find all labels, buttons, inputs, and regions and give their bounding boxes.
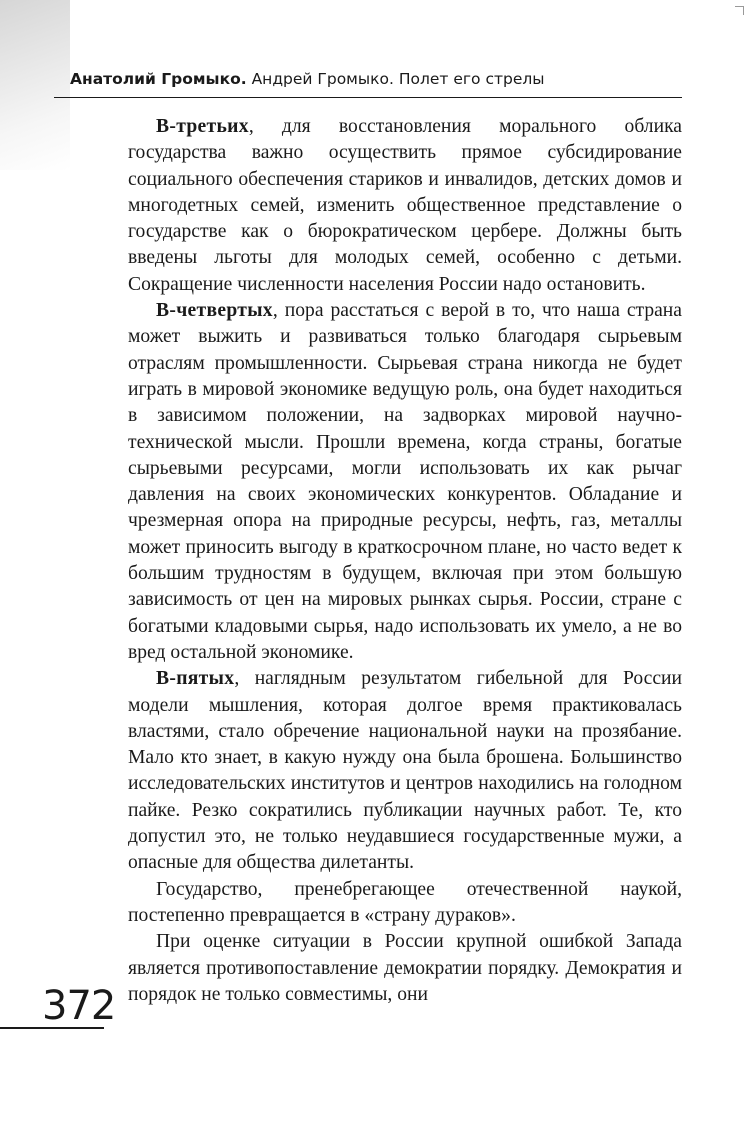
- paragraph-science: [128, 877, 682, 930]
- paragraph-lead: В-пятых: [156, 668, 235, 690]
- paragraph-fourth-point: [128, 298, 682, 666]
- paragraph-text: При оценке ситуации в России крупной ошибкой Запада является противопоставление демократии порядку. Демократия и порядок не только совместимы, они: [128, 931, 682, 1005]
- paragraph-text: , пора расстаться с верой в то, что наша страна может выжить и развиваться только благодаря сырьевым отраслям промышленности. Сырьевая страна никогда не будет играть в мировой экономике ведущую роль, она будет находиться в зависимом положении, на задворках мировой научно-технической мысли. Прошли времена, когда страны, богатые сырьевыми ресурсами, могли использовать их как рычаг давления на своих экономических конкурентов. Обладание и чрезмерная опора на природные ресурсы, нефть, газ, металлы может приносить выгоду в краткосрочном плане, но часто ведет к большим трудностям в будущем, включая при этом большую зависимость от цен на мировых рынках сырья. России, стране с богатыми кладовыми сырья, надо использовать их умело, а не во вред остальной экономике.: [128, 300, 682, 663]
- paragraph-fifth-point: [128, 666, 682, 876]
- paragraph-west-assessment: [128, 929, 682, 1008]
- header-book-title: Андрей Громыко. Полет его стрелы: [251, 70, 545, 88]
- paragraph-text: Государство, пренебрегающее отечественной наукой, постепенно превращается в «страну дураков».: [128, 878, 682, 926]
- paragraph-lead: В-четвертых: [156, 300, 273, 322]
- page-number-rule: [0, 1027, 104, 1029]
- scan-corner-shading: [0, 0, 70, 170]
- running-header: [70, 68, 680, 90]
- header-rule: [54, 97, 682, 98]
- header-author: Анатолий Громыко.: [70, 70, 247, 88]
- paragraph-text: , наглядным результатом гибельной для России модели мышления, которая долгое время практиковалась властями, стало обречение национальной науки на прозябание. Мало кто знает, в какую нужду она была брошена. Большинство исследовательских институтов и центров находились на голодном пайке. Резко сократились публикации научных работ. Те, кто допустил это, не только неудавшиеся государственные мужи, а опасные для общества дилетанты.: [128, 668, 682, 874]
- paragraph-third-point: [128, 114, 682, 298]
- page-number: 372: [42, 983, 116, 1029]
- crop-mark: [735, 6, 744, 15]
- paragraph-lead: В-третьих: [156, 116, 249, 137]
- paragraph-text: , для восстановления морального облика государства важно осуществить прямое субсидирование социального обеспечения стариков и инвалидов, детских домов и многодетных семей, изменить общественное представление о государстве как о бюрократическом цербере. Должны быть введены льготы для молодых семей, особенно с детьми. Сокращение численности населения России надо остановить.: [128, 116, 682, 295]
- body-text: [128, 114, 682, 1008]
